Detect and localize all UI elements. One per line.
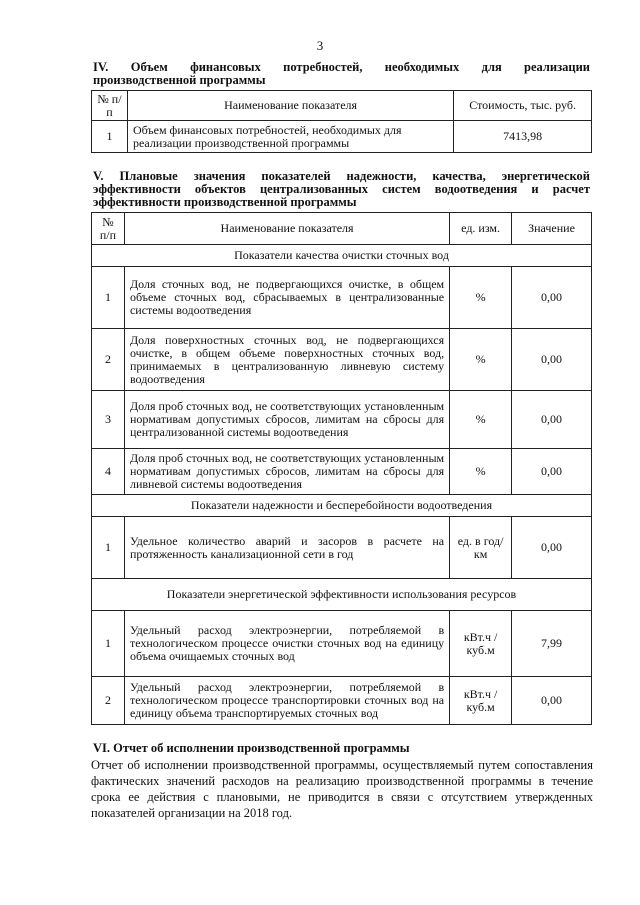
table-row bbox=[92, 391, 592, 449]
financial-table bbox=[91, 90, 592, 153]
financial-table-header bbox=[92, 91, 592, 121]
col-header-name: Наименование показателя bbox=[127, 91, 453, 121]
row-value: 0,00 bbox=[512, 449, 592, 495]
table-row bbox=[92, 449, 592, 495]
row-value: 0,00 bbox=[512, 267, 592, 329]
table-row bbox=[92, 677, 592, 725]
row-value: 0,00 bbox=[512, 391, 592, 449]
group-header-quality bbox=[92, 245, 592, 267]
row-name: Доля сточных вод, не подвергающихся очистке, в общем объеме сточных вод, сбрасываемых в централизованные системы водоотведения bbox=[124, 267, 449, 329]
row-num: 1 bbox=[92, 517, 125, 579]
row-name: Доля проб сточных вод, не соответствующих установленным нормативам допустимых сбросов, лимитам на сбросы для ливневой системы водоотведения bbox=[124, 449, 449, 495]
table-row bbox=[92, 267, 592, 329]
row-name: Удельное количество аварий и засоров в расчете на протяженность канализационной сети в год bbox=[124, 517, 449, 579]
table-row bbox=[92, 329, 592, 391]
col-header-name: Наименование показателя bbox=[124, 213, 449, 245]
row-name: Удельный расход электроэнергии, потребляемой в технологическом процессе транспортировки сточных вод на единицу объема транспортируемых сточных вод bbox=[124, 677, 449, 725]
row-unit: ед. в год/ км bbox=[450, 517, 512, 579]
row-num: 2 bbox=[92, 677, 125, 725]
table-row bbox=[92, 121, 592, 153]
section5-title-line3: эффективности производственной программы bbox=[93, 195, 357, 209]
col-header-unit: ед. изм. bbox=[450, 213, 512, 245]
group-title: Показатели надежности и бесперебойности водоотведения bbox=[92, 495, 592, 517]
row-value: 0,00 bbox=[512, 677, 592, 725]
section4-title bbox=[93, 61, 590, 87]
row-unit: % bbox=[450, 329, 512, 391]
row-unit: кВт.ч / куб.м bbox=[450, 611, 512, 677]
section4-title-line2: производственной программы bbox=[93, 73, 266, 87]
row-unit: % bbox=[450, 267, 512, 329]
row-unit: % bbox=[450, 449, 512, 495]
row-num: 3 bbox=[92, 391, 125, 449]
row-value: 0,00 bbox=[512, 329, 592, 391]
row-name: Удельный расход электроэнергии, потребляемой в технологическом процессе очистки сточных вод на единицу объема очищаемых сточных вод bbox=[124, 611, 449, 677]
group-header-reliability bbox=[92, 495, 592, 517]
section6-paragraph: Отчет об исполнении производственной программы, осуществляемый путем сопоставления фактических значений расходов на реализацию производственной программы в течение срока ее действия с плановыми, не приводится в связи с отсутствием утвержденных показателей организации на 2018 год. bbox=[91, 758, 593, 820]
section4-title-line1: IV. Объем финансовых потребностей, необходимых для реализации bbox=[93, 60, 590, 74]
section5-title-line2: эффективности объектов централизованных систем водоотведения и расчет bbox=[93, 182, 590, 196]
row-num: 1 bbox=[92, 267, 125, 329]
col-header-num: № п/п bbox=[92, 213, 125, 245]
row-name: Доля поверхностных сточных вод, не подвергающихся очистке, в общем объеме поверхностных сточных вод, принимаемых в централизованную ливневую систему водоотведения bbox=[124, 329, 449, 391]
row-num: 2 bbox=[92, 329, 125, 391]
row-num: 1 bbox=[92, 121, 128, 153]
indicators-table-header bbox=[92, 213, 592, 245]
table-row bbox=[92, 611, 592, 677]
col-header-value: Значение bbox=[512, 213, 592, 245]
group-title: Показатели энергетической эффективности использования ресурсов bbox=[92, 579, 592, 611]
row-unit: % bbox=[450, 391, 512, 449]
section5-title bbox=[93, 170, 590, 209]
section6-title: VI. Отчет об исполнении производственной программы bbox=[93, 741, 410, 755]
col-header-num: № п/п bbox=[92, 91, 128, 121]
row-unit: кВт.ч / куб.м bbox=[450, 677, 512, 725]
col-header-cost: Стоимость, тыс. руб. bbox=[454, 91, 592, 121]
group-header-energy bbox=[92, 579, 592, 611]
page-number: 3 bbox=[316, 38, 324, 53]
row-value: 0,00 bbox=[512, 517, 592, 579]
row-name: Доля проб сточных вод, не соответствующих установленным нормативам допустимых сбросов, лимитам на сбросы для централизованной системы водоотведения bbox=[124, 391, 449, 449]
row-num: 1 bbox=[92, 611, 125, 677]
indicators-table bbox=[91, 212, 592, 725]
row-value: 7,99 bbox=[512, 611, 592, 677]
row-cost: 7413,98 bbox=[454, 121, 592, 153]
section5-title-line1: V. Плановые значения показателей надежности, качества, энергетической bbox=[93, 169, 590, 183]
table-row bbox=[92, 517, 592, 579]
group-title: Показатели качества очистки сточных вод bbox=[92, 245, 592, 267]
row-num: 4 bbox=[92, 449, 125, 495]
row-name: Объем финансовых потребностей, необходимых для реализации производственной программы bbox=[127, 121, 453, 153]
